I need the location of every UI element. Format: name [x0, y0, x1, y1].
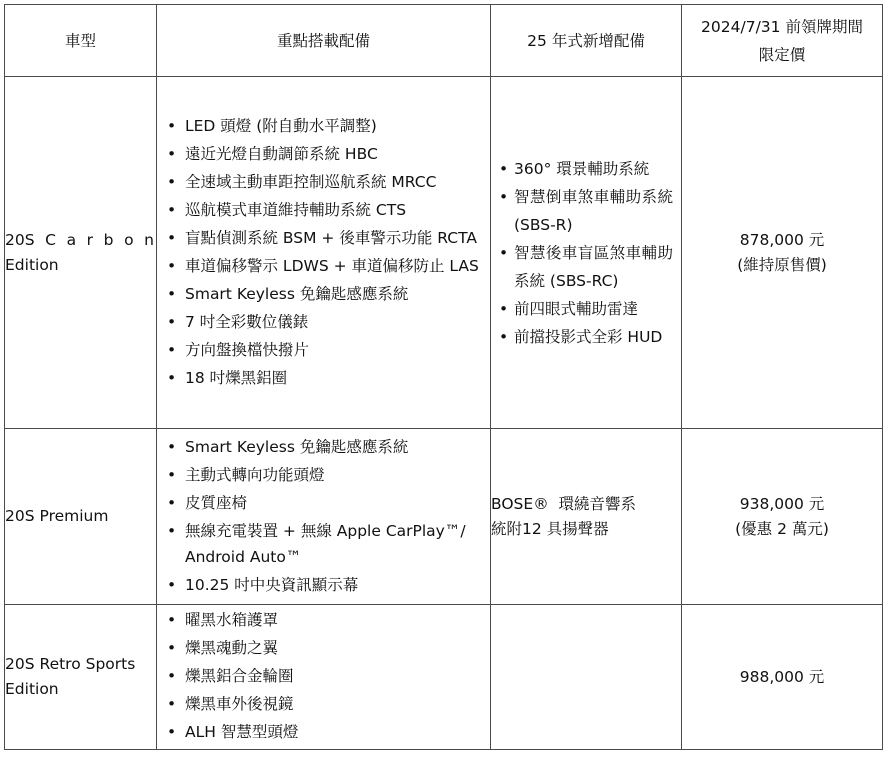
model-cell [5, 77, 157, 429]
model-name-part: a [66, 230, 77, 249]
list-item: • 爍黑鋁合金輪圈 [167, 664, 482, 690]
model-cell [5, 429, 157, 605]
list-item: • 皮質座椅 [167, 491, 482, 517]
table-row [5, 605, 883, 750]
list-item: • 爍黑魂動之翼 [167, 636, 482, 662]
list-item: • 智慧倒車煞車輔助系統 (SBS-R) [499, 183, 673, 239]
price-note: (維持原售價) [737, 255, 827, 274]
features-list [157, 608, 490, 746]
list-item: • 智慧後車盲區煞車輔助系統 (SBS-RC) [499, 239, 673, 295]
table-row [5, 77, 883, 429]
list-item: • 18 吋爍黑鋁圈 [167, 366, 482, 392]
list-item: • 360° 環景輔助系統 [499, 155, 673, 183]
header-new-features [491, 5, 682, 77]
model-name-part: b [103, 230, 114, 249]
price-value: 938,000 元 [739, 494, 825, 513]
list-item: • 前四眼式輔助雷達 [499, 295, 673, 323]
features-cell [157, 429, 491, 605]
new-features-cell [491, 605, 682, 750]
header-price-line2: 限定價 [758, 45, 806, 64]
model-name-line2: Edition [5, 255, 59, 274]
header-features [157, 5, 491, 77]
new-feature-line1: BOSE® 環繞音響系 [491, 494, 637, 513]
header-model-label: 車型 [64, 31, 96, 50]
model-name-part: 20S [5, 230, 35, 249]
price-cell [682, 77, 883, 429]
header-new-features-label: 25 年式新增配備 [527, 31, 645, 50]
header-price-label [682, 13, 882, 69]
header-row [5, 5, 883, 77]
features-list [157, 114, 490, 392]
list-item: • 曜黑水箱護罩 [167, 608, 482, 634]
list-item: • 主動式轉向功能頭燈 [167, 463, 482, 489]
list-item: • Smart Keyless 免鑰匙感應系統 [167, 435, 482, 461]
list-item: • 方向盤換檔快撥片 [167, 338, 482, 364]
list-item: • 全速域主動車距控制巡航系統 MRCC [167, 170, 482, 196]
list-item: • ALH 智慧型頭燈 [167, 720, 482, 746]
model-name-line1: 20S Retro Sports [5, 655, 136, 673]
new-feature-line2: 統附12 具揚聲器 [491, 519, 609, 538]
list-item: • 盲點偵測系統 BSM + 後車警示功能 RCTA [167, 226, 482, 252]
header-features-label: 重點搭載配備 [276, 31, 370, 50]
features-list [157, 435, 490, 598]
model-name-line2: Edition [5, 680, 59, 698]
features-cell [157, 77, 491, 429]
list-item: • LED 頭燈 (附自動水平調整) [167, 114, 482, 140]
price-value: 988,000 元 [739, 667, 825, 686]
header-price [682, 5, 883, 77]
new-features-cell [491, 77, 682, 429]
list-item: • Smart Keyless 免鑰匙感應系統 [167, 282, 482, 308]
table-row [5, 429, 883, 605]
new-features-list [491, 155, 681, 351]
price-value: 878,000 元 [739, 230, 825, 249]
model-name-part: n [144, 230, 154, 249]
header-price-line1: 2024/7/31 前領牌期間 [701, 17, 863, 36]
model-name-part: o [124, 230, 134, 249]
price-cell [682, 605, 883, 750]
model-cell [5, 605, 157, 750]
model-name-line1 [5, 228, 156, 253]
list-item: • 遠近光燈自動調節系統 HBC [167, 142, 482, 168]
list-item: • 車道偏移警示 LDWS + 車道偏移防止 LAS [167, 254, 482, 280]
spec-price-table [4, 4, 883, 750]
model-name-part: r [86, 230, 94, 249]
features-cell [157, 605, 491, 750]
list-item: • 前擋投影式全彩 HUD [499, 323, 673, 351]
new-features-cell [491, 429, 682, 605]
list-item: • 7 吋全彩數位儀錶 [167, 310, 482, 336]
list-item: • 10.25 吋中央資訊顯示幕 [167, 573, 482, 599]
model-name: 20S Premium [5, 507, 109, 525]
list-item: • 爍黑車外後視鏡 [167, 692, 482, 718]
list-item: • 巡航模式車道維持輔助系統 CTS [167, 198, 482, 224]
price-note: (優惠 2 萬元) [735, 519, 829, 538]
header-model [5, 5, 157, 77]
model-name-part: C [45, 230, 56, 249]
price-cell [682, 429, 883, 605]
list-item: • 無線充電裝置 + 無線 Apple CarPlay™/ Android Auto™ [167, 519, 482, 570]
